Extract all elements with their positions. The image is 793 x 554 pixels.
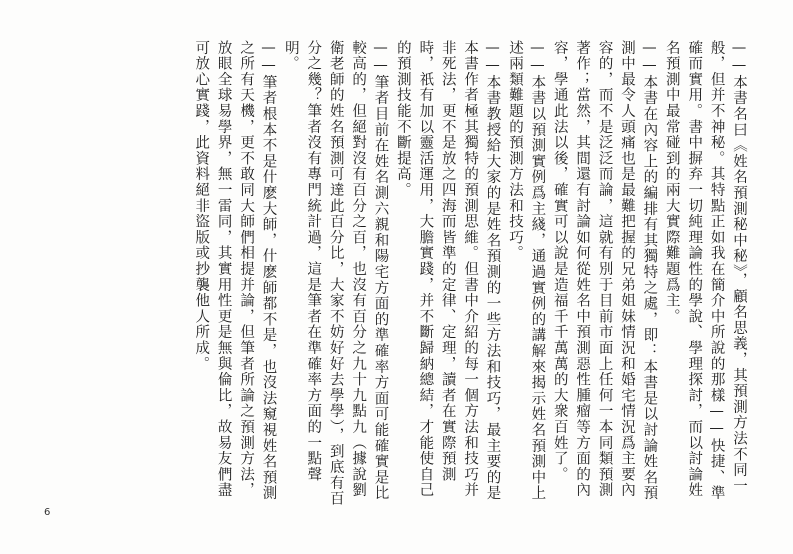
- body-text: [80, 40, 750, 510]
- page-number: 6: [44, 507, 51, 518]
- paragraph-4: ——本書教授給大家的是姓名預測的一些方法和技巧，最主要的是本書作者極其獨特的預測思維。但書中介紹的每一個方法和技巧并非死法，更不是放之四海而皆準的定律、定理，讀者在實際預測時，祇有加以靈活運用，大膽實踐，并不斷歸納總結，才能使自己的預測技能不斷提高。: [394, 40, 501, 502]
- paragraph-6: ——筆者根本不是什麽大師，什麽師都不是，也沒法窺視姓名預測之所有天機，更不敢同大師們相提并論，但筆者所論之預測方法，放眼全球易學界，無一雷同，其實用性更是無與倫比，故易友們盡可放心實踐，此資料絕非盜版或抄襲他人所成。: [193, 40, 277, 502]
- paragraph-2: ——本書在內容上的編排有其獨特之處，即：本書是以討論姓名預測中最令人頭痛也是最難把握的兄弟姐妹情況和婚宅情況爲主要內容的，而不是泛泛而論，這就有別于目前市面上任何一本同類預測著作；當然，其間還有討論如何從姓名中預測惡性腫瘤等方面的內容，學通此法以後，確實可以說是造福千千萬萬的大衆百姓了。: [551, 40, 658, 502]
- paragraph-1: ——本書名曰《姓名預測秘中秘》，顧名思義，其預測方法不同一般，但并不神秘。其特點正如我在簡介中所說的那樣——快捷、準確而實用。書中摒弃一切純理論性的學說、學理探討，而以討論姓名預測中最常碰到的兩大實際難題爲主。: [663, 40, 747, 502]
- paragraph-5: ——筆者目前在姓名測六親和陽宅方面的準確率方面可能確實是比較高的，但絕對沒有百分之百，也沒有百分之九十九點九（據說劉衛老師的姓名預測可達此百分比，大家不妨好好去學學），到底有百分之幾？筆者沒有專門統計過，這是筆者在準確率方面的一點聲明。: [282, 40, 389, 507]
- paragraph-3: ——本書以預測實例爲主綫，通過實例的講解來揭示姓名預測中上述兩類難題的預測方法和技巧。: [506, 40, 546, 502]
